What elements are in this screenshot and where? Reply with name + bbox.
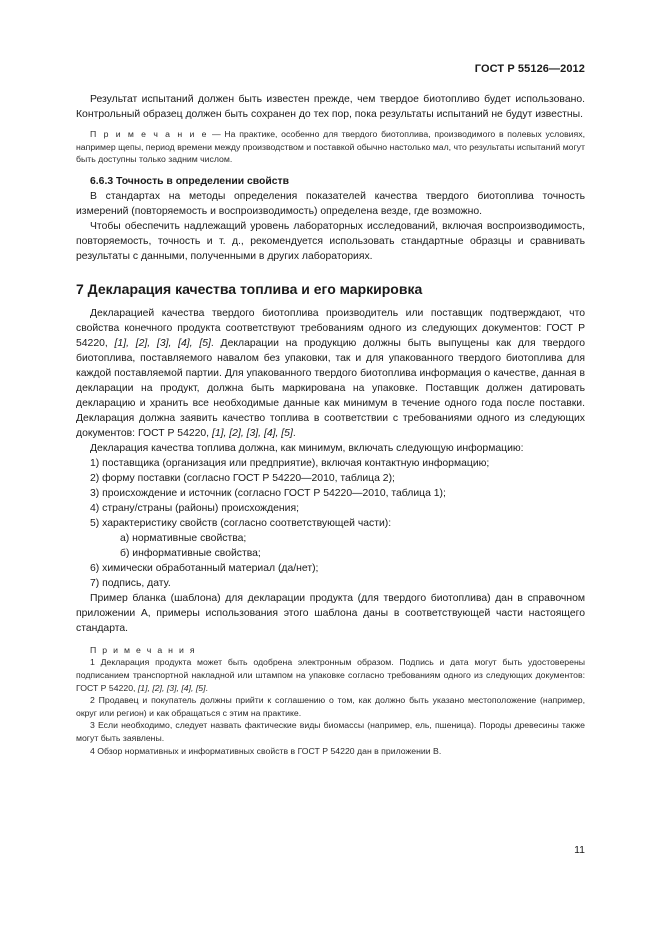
sub-list-item: а) нормативные свойства; (120, 532, 247, 544)
text-run: 1 Декларация продукта может быть одобрена электронным образом. Подпись и дата могут быть удостоверены подписанием транспортной накладной или штампом на упаковке согласно требованиям одного из следующих документов: ГОСТ Р 54220, (76, 657, 585, 693)
list-item: 1) поставщика (организация или предприятие), включая контактную информацию; (90, 457, 490, 469)
notes-heading: П р и м е ч а н и я (90, 644, 197, 655)
standard-code-header: ГОСТ Р 55126—2012 (474, 63, 585, 75)
declaration-list (76, 456, 585, 591)
note-3: 3 Если необходимо, следует назвать фактические виды биомассы (например, ель, пшеница). Породы древесины также могут быть заявлены. (76, 720, 585, 743)
list-item: 4) страну/страны (районы) происхождения; (90, 502, 299, 514)
text-run: . Декларации на продукцию должны быть выпущены как для твердого биотоплива, поставляемого навалом без упаковки, так и для упакованного твердого биотоплива для каждой поставляемой партии. Для упакованного твердого биотоплива информация о качестве, данная в декларации на продукт, должна быть маркирована на упаковке. Поставщик должен датировать декларацию и хранить все необходимые данные как минимум в течение одного года после поставки. Декларация должна заявить качество топлива в соответствии с требованиями одного из следующих документов: ГОСТ Р 54220, (76, 337, 586, 439)
section-6-6-3-heading: 6.6.3 Точность в определении свойств (90, 175, 290, 187)
list-item: 5) характеристику свойств (согласно соответствующей части): (90, 517, 392, 529)
page-content (76, 92, 585, 757)
references: [1], [2], [3], [4], [5] (137, 682, 206, 693)
text-run: . (205, 682, 208, 693)
notes-label (76, 644, 585, 657)
text-run: . (292, 427, 296, 439)
note-2: 2 Продавец и покупатель должны прийти к соглашению о том, как должно быть указано местоположение (например, округ или регион) и как обращаться с этим на практике. (76, 695, 585, 718)
list-item: 2) форму поставки (согласно ГОСТ Р 54220—2010, таблица 2); (90, 472, 395, 484)
list-item: 7) подпись, дату. (90, 577, 171, 589)
note-sampling (76, 128, 585, 166)
text-run: Декларацией качества твердого биотоплива производитель или поставщик подтверждают, что свойства конечного продукта соответствуют требованиям одного из следующих документов: ГОСТ Р 54220, (76, 307, 585, 349)
note-text: — На практике, особенно для твердого биотоплива, производимого в полевых условиях, например щепы, период времени между производством и поставкой обычно настолько мал, что результаты испытаний могут быть доступны только задним числом. (76, 129, 585, 165)
list-item: 3) происхождение и источник (согласно ГОСТ Р 54220—2010, таблица 1); (90, 487, 446, 499)
note-1 (76, 656, 585, 694)
note-4: 4 Обзор нормативных и информативных свойств в ГОСТ Р 54220 дан в приложении В. (90, 745, 442, 756)
paragraph-declaration-intro (76, 306, 585, 441)
references: [1], [2], [3], [4], [5] (211, 427, 293, 439)
note-label: П р и м е ч а н и е (90, 129, 209, 139)
list-item: 6) химически обработанный материал (да/нет); (90, 562, 319, 574)
page-number: 11 (574, 844, 585, 856)
paragraph-precision-2: Чтобы обеспечить надлежащий уровень лабораторных исследований, включая воспроизводимость, повторяемость, точность и т. д., рекомендуется использовать стандартные образцы и сравнивать результаты с данными, полученными в других лабораториях. (76, 220, 585, 262)
paragraph-test-result: Результат испытаний должен быть известен прежде, чем твердое биотопливо будет использовано. Контрольный образец должен быть сохранен до тех пор, пока результаты испытаний не будут известны. (76, 94, 585, 120)
section-7-title: 7 Декларация качества топлива и его маркировка (76, 280, 423, 297)
paragraph-declaration-minimum: Декларация качества топлива должна, как минимум, включать следующую информацию: (90, 442, 524, 454)
sub-list-item: б) информативные свойства; (120, 547, 261, 559)
references: [1], [2], [3], [4], [5] (114, 337, 211, 349)
paragraph-precision-1: В стандартах на методы определения показателей качества твердого биотоплива точность измерений (повторяемость и воспроизводимость) определена везде, где возможно. (76, 190, 585, 217)
paragraph-template-example: Пример бланка (шаблона) для декларации продукта (для твердого биотоплива) дан в справочном приложении А, примеры использования этого шаблона даны в соответствующей части настоящего стандарта. (76, 592, 585, 634)
